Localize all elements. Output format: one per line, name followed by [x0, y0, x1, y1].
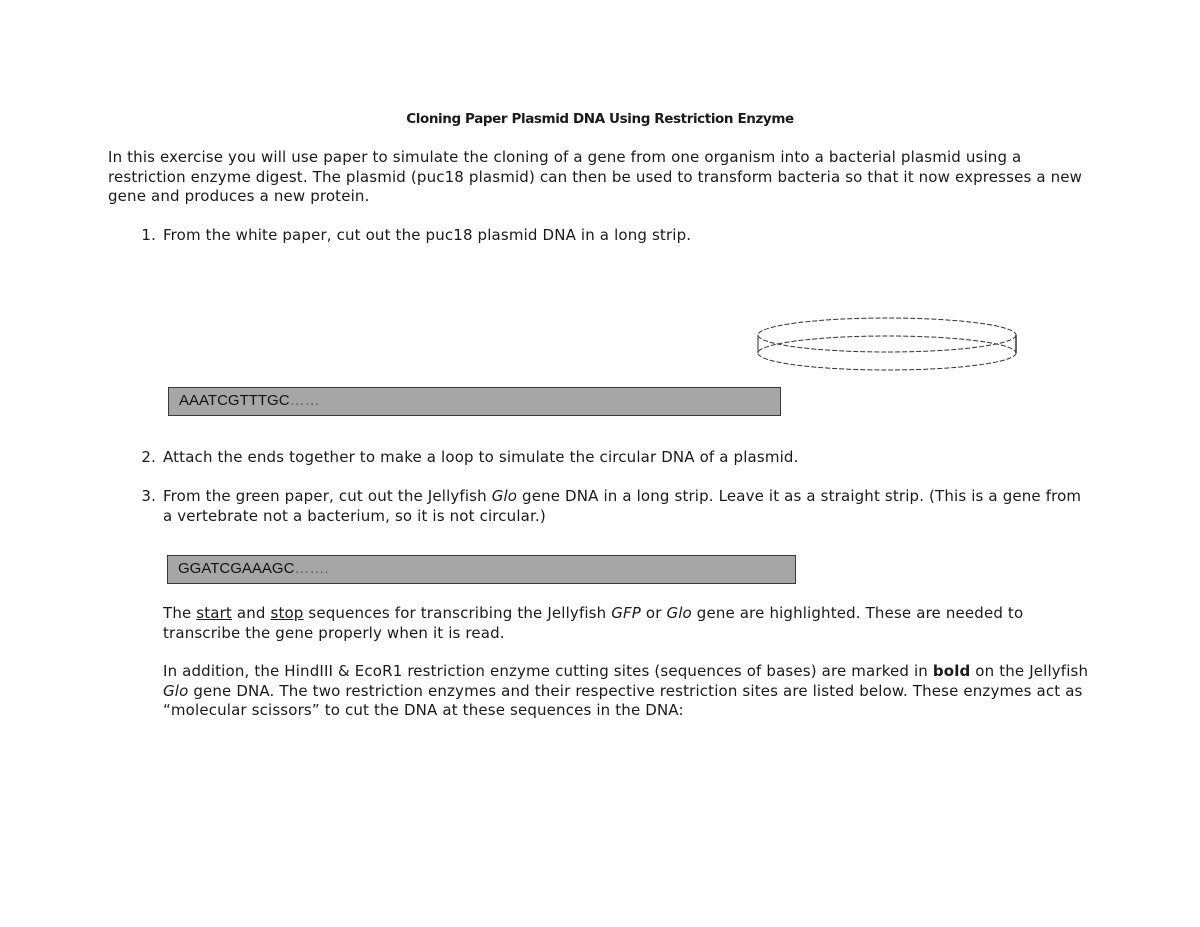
highlight-text-4: or	[640, 604, 667, 622]
gfp-italic: GFP	[611, 604, 641, 622]
enzymes-paragraph	[163, 662, 1093, 721]
start-word: start	[196, 604, 232, 622]
step-1-text: From the white paper, cut out the puc18 plasmid DNA in a long strip.	[163, 226, 692, 244]
highlight-text-2: and	[231, 604, 271, 622]
bold-word: bold	[932, 662, 971, 680]
intro-paragraph: In this exercise you will use paper to simulate the cloning of a gene from one organism into a bacterial plasmid using a restriction enzyme digest. The plasmid (puc18 plasmid) can then be used to transform bacteria so that it now expresses a new gene and produces a new protein.	[108, 148, 1083, 205]
step-1-number: 1.	[141, 226, 156, 244]
plasmid-dna-strip	[168, 387, 781, 416]
jellyfish-sequence: GGATCGAAAGC	[178, 560, 295, 577]
step-3	[141, 487, 1088, 526]
jellyfish-sequence-trail: …….	[294, 560, 329, 577]
highlight-text-1: The	[163, 604, 197, 622]
enzymes-glo-italic: Glo	[163, 681, 189, 700]
enzymes-text-2: on the Jellyfish	[970, 662, 1089, 680]
jellyfish-dna-strip	[167, 555, 796, 584]
step-3-text-a: From the green paper, cut out the Jellyfish	[163, 487, 492, 505]
enzymes-text-1: In addition, the HindIII & EcoR1 restriction enzyme cutting sites (sequences of bases) are marked in	[163, 662, 933, 680]
plasmid-sequence: AAATCGTTTGC	[179, 392, 290, 409]
step-3-number: 3.	[141, 487, 156, 505]
step-2-number: 2.	[141, 448, 156, 466]
plasmid-sequence-trail: ……	[289, 392, 320, 409]
step-3-glo-italic: Glo	[491, 487, 518, 505]
step-3-text-b: gene DNA in a long strip. Leave it as a straight strip. (This is a gene from a vertebrate not a bacterium, so it is not circular.)	[163, 487, 1082, 525]
stop-word: stop	[270, 604, 304, 622]
enzymes-text-3: gene DNA. The two restriction enzymes and their respective restriction sites are listed below. These enzymes act as “molecular scissors” to cut the DNA at these sequences in the DNA:	[163, 681, 1083, 719]
highlight-paragraph	[163, 604, 1093, 643]
glo-italic: Glo	[666, 604, 692, 622]
highlight-text-3: sequences for transcribing the Jellyfish	[303, 604, 612, 622]
highlight-text-5: gene are highlighted. These are needed to transcribe the gene properly when it is read.	[163, 604, 1024, 642]
plasmid-loop-illustration	[756, 314, 1022, 376]
step-2	[141, 448, 1063, 468]
step-1	[141, 226, 1063, 246]
step-2-text: Attach the ends together to make a loop to simulate the circular DNA of a plasmid.	[163, 448, 799, 466]
document-title: Cloning Paper Plasmid DNA Using Restriction Enzyme	[406, 111, 794, 127]
